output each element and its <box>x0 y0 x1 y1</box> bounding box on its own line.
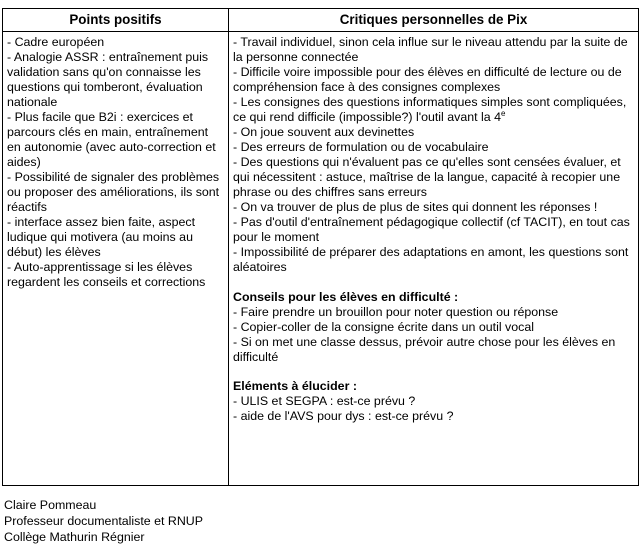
comparison-table <box>2 8 639 486</box>
spacer <box>233 275 635 290</box>
list-item-text: - Les consignes des questions informatiques simples sont compliquées, ce qui rend difficile (impossible?) l'outil avant la 4 <box>233 95 627 124</box>
header-points-positifs: Points positifs <box>3 9 229 32</box>
list-item: - Faire prendre un brouillon pour noter question ou réponse <box>233 305 559 319</box>
header-critiques: Critiques personnelles de Pix <box>229 9 639 32</box>
signature-name: Claire Pommeau <box>4 498 97 512</box>
list-item: - Cadre européen <box>7 35 105 49</box>
list-item: - Des questions qui n'évaluent pas ce qu'elles sont censées évaluer, et qui nécessitent : astuce, maîtrise de la langue, capacité à recopier une phrase ou des chiffres sans erreurs <box>233 155 621 199</box>
list-item <box>233 95 635 125</box>
list-item: - Copier-coller de la consigne écrite dans un outil vocal <box>233 320 534 334</box>
superscript: e <box>500 108 506 118</box>
advice-title: Conseils pour les élèves en difficulté : <box>233 290 459 304</box>
list-item: - Travail individuel, sinon cela influe sur le niveau attendu par la suite de la personne connectée <box>233 35 628 64</box>
list-item: - aide de l'AVS pour dys : est-ce prévu ? <box>233 409 454 423</box>
list-item: - Difficile voire impossible pour des élèves en difficulté de lecture ou de compréhension face à des consignes complexes <box>233 65 622 94</box>
list-item: - Pas d'outil d'entraînement pédagogique collectif (cf TACIT), en tout cas pour le moment <box>233 215 630 244</box>
critiques-cell <box>229 32 639 486</box>
list-item: - On va trouver de plus de plus de sites qui donnent les réponses ! <box>233 200 598 214</box>
spacer <box>233 365 635 379</box>
list-item: - ULIS et SEGPA : est-ce prévu ? <box>233 394 416 408</box>
signature-role: Professeur documentaliste et RNUP <box>4 514 204 528</box>
list-item: - Impossibilité de préparer des adaptations en amont, les questions sont aléatoires <box>233 245 629 274</box>
table-body-row <box>3 32 639 486</box>
list-item: - Des erreurs de formulation ou de vocabulaire <box>233 140 489 154</box>
list-item: - On joue souvent aux devinettes <box>233 125 415 139</box>
list-item: - interface assez bien faite, aspect ludique qui motivera (au moins au début) les élèves <box>7 215 196 259</box>
list-item: - Si on met une classe dessus, prévoir autre chose pour les élèves en difficulté <box>233 335 616 364</box>
list-item: - Plus facile que B2i : exercices et parcours clés en main, entraînement en autonomie (avec auto-correction et aides) <box>7 110 216 169</box>
signature-block <box>4 497 203 545</box>
table-header-row <box>3 9 639 32</box>
signature-school: Collège Mathurin Régnier <box>4 530 145 544</box>
list-item: - Possibilité de signaler des problèmes ou proposer des améliorations, ils sont réactifs <box>7 170 220 214</box>
list-item: - Analogie ASSR : entraînement puis validation sans qu'on connaisse les questions qui tomberont, évaluation nationale <box>7 50 209 109</box>
clarify-title: Eléments à élucider : <box>233 379 357 393</box>
list-item: - Auto-apprentissage si les élèves regardent les conseils et corrections <box>7 260 206 289</box>
positives-cell <box>3 32 229 486</box>
